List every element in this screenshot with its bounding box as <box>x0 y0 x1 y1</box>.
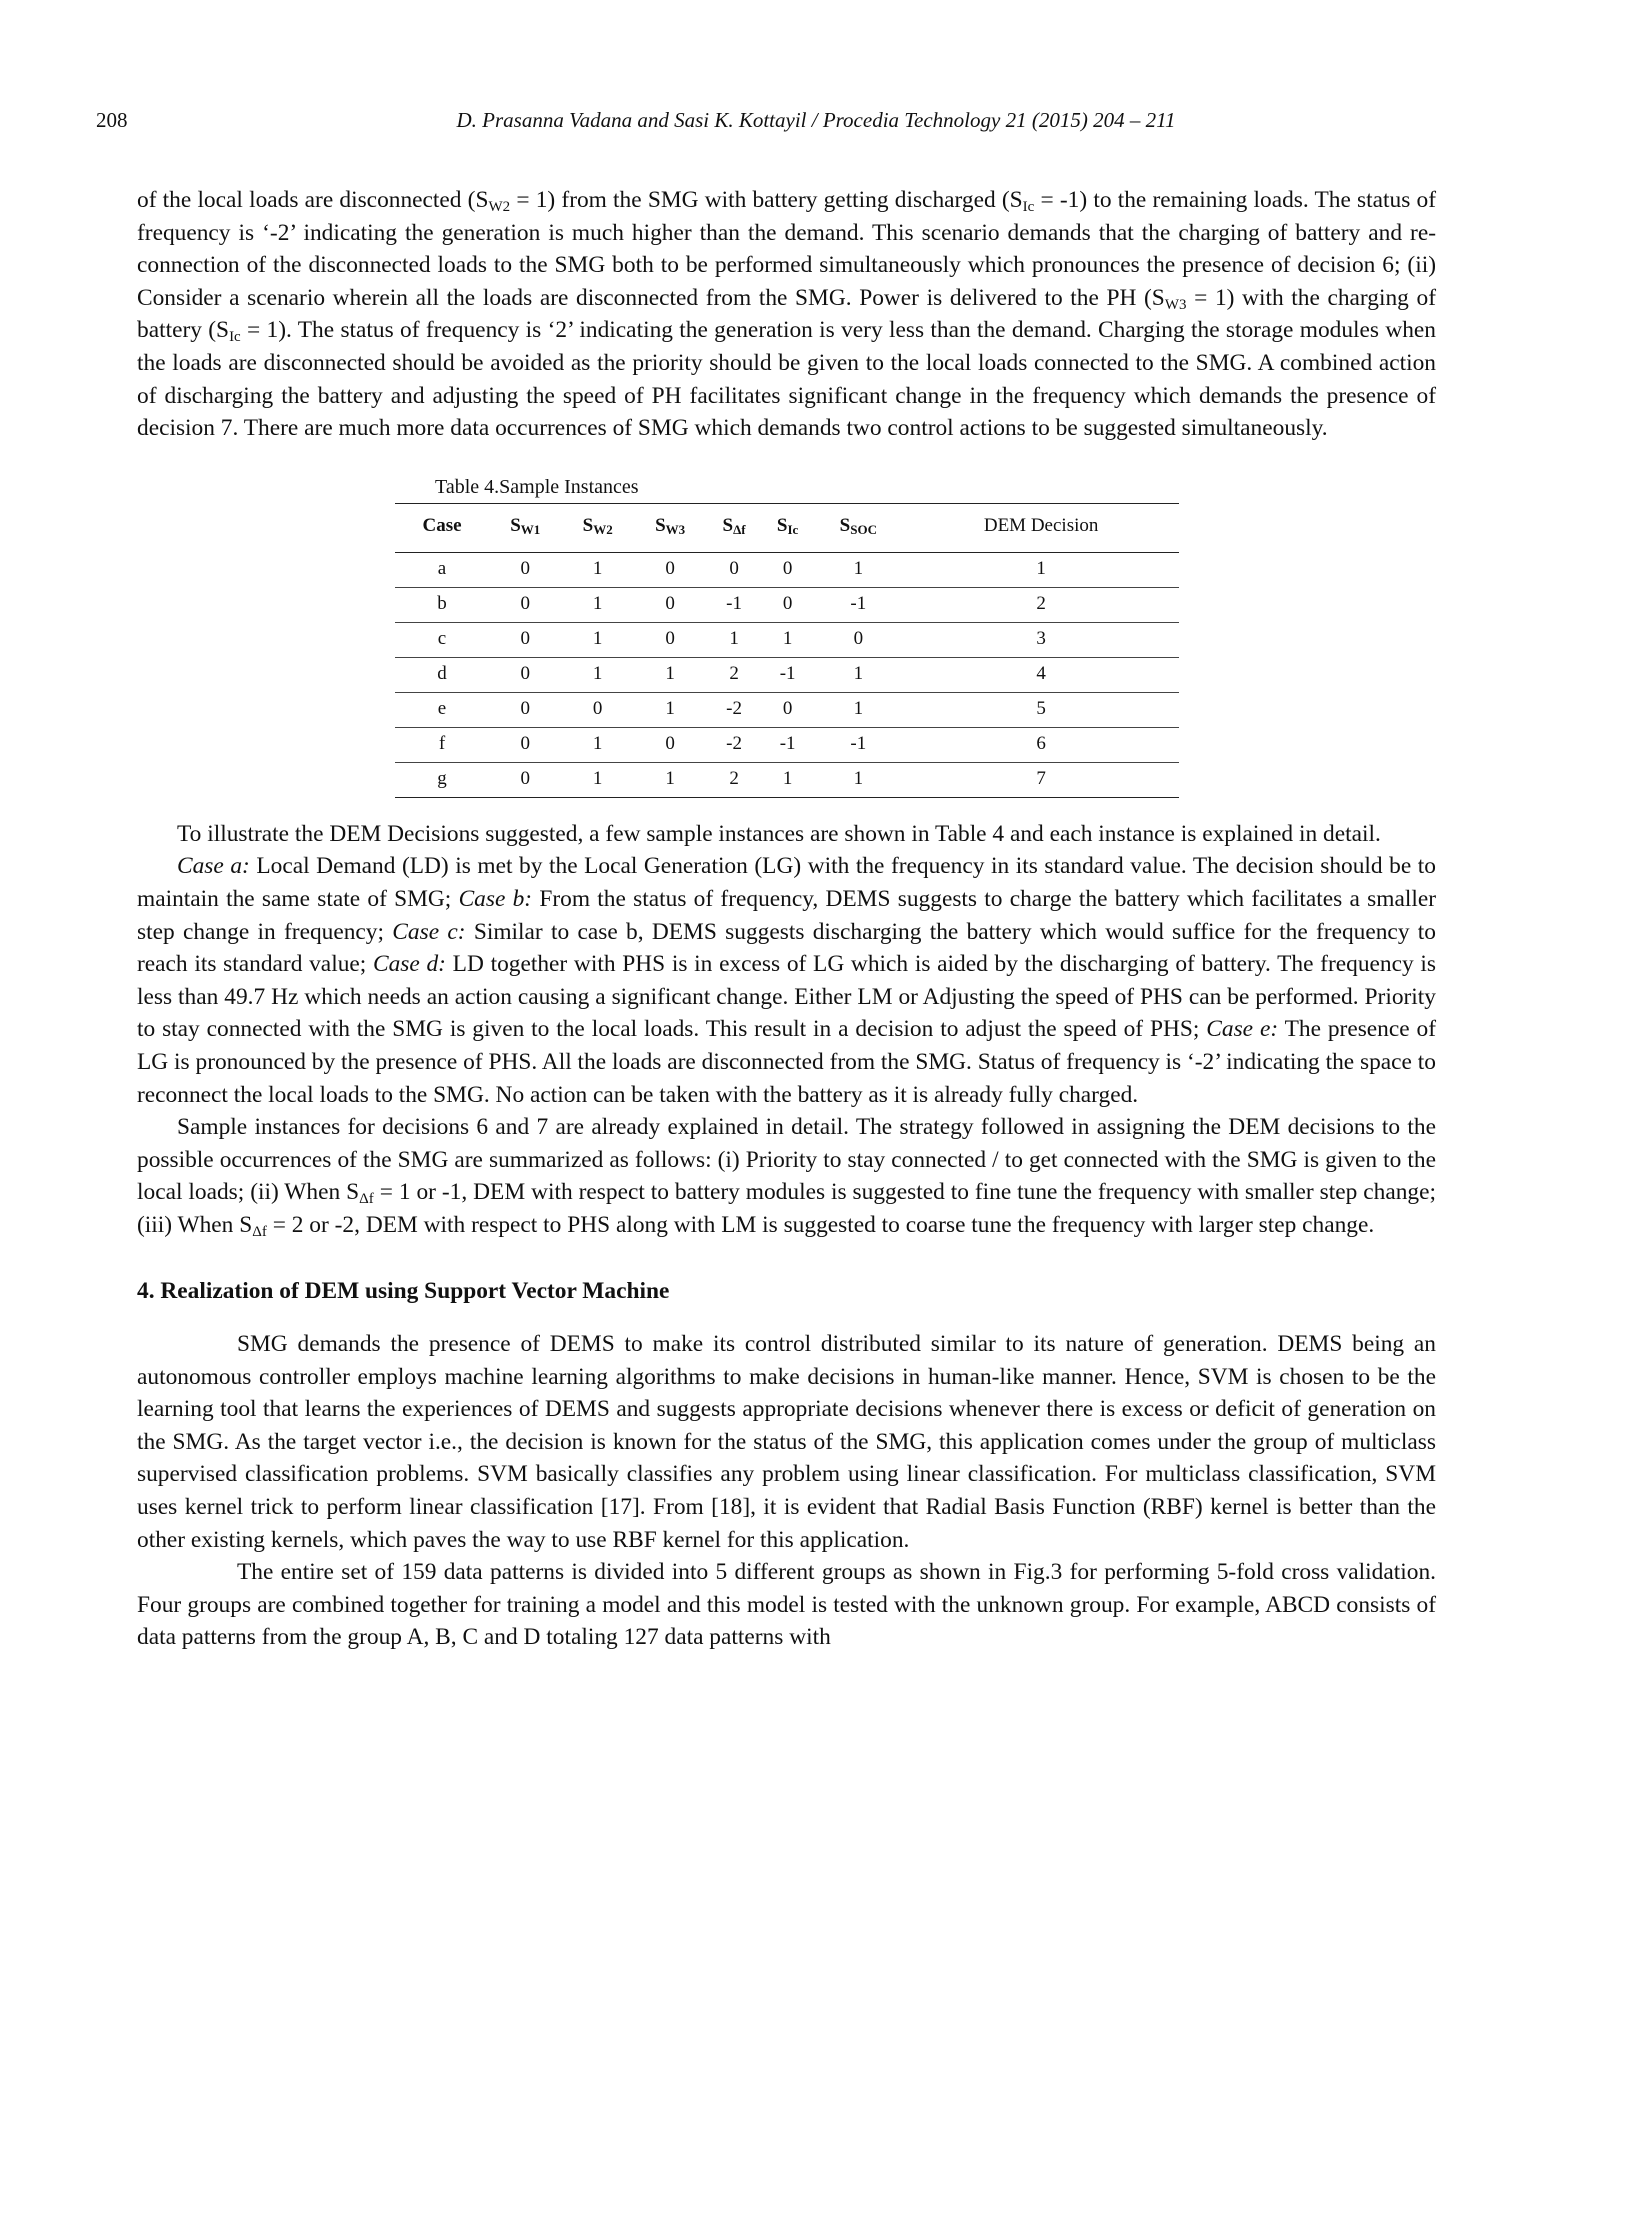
table-cell: 1 <box>903 552 1179 587</box>
table-cell: 1 <box>561 762 633 797</box>
table-row <box>395 657 1179 692</box>
paragraph-cases: Case a: Local Demand (LD) is met by the Local Generation (LG) with the frequency in its standard value. The decision should be to maintain the same state of SMG; Case b: From the status of frequency, DEMS suggests to charge the battery which facilitates a smaller step change in frequency; Case c: Similar to case b, DEMS suggests discharging the battery which would suffice for the frequency to reach its standard value; Case d: LD together with PHS is in excess of LG which is aided by the discharging of battery. The frequency is less than 49.7 Hz which needs an action causing a significant change. Either LM or Adjusting the speed of PHS can be performed. Priority to stay connected with the SMG is given to the local loads. This result in a decision to adjust the speed of PHS; Case e: The presence of LG is pronounced by the presence of PHS. All the loads are disconnected from the SMG. Status of frequency is ‘-2’ indicating the space to reconnect the local loads to the SMG. No action can be taken with the battery as it is already fully charged. <box>137 853 1437 1108</box>
table-cell: 3 <box>903 622 1179 657</box>
table-row <box>395 762 1179 797</box>
table-cell: 1 <box>634 692 706 727</box>
table-cell: -1 <box>813 727 903 762</box>
table-cell: 0 <box>489 657 561 692</box>
page-body <box>137 184 1436 1654</box>
table-cell: 1 <box>634 762 706 797</box>
table-cell: 1 <box>813 692 903 727</box>
running-header <box>96 108 1536 140</box>
table-caption: Table 4.Sample Instances <box>435 475 639 498</box>
table-cell: b <box>395 587 489 622</box>
table-row <box>395 587 1179 622</box>
table-cell: 0 <box>634 587 706 622</box>
table-cell: 1 <box>762 762 814 797</box>
table-cell: 0 <box>634 622 706 657</box>
table-cell: 0 <box>762 587 814 622</box>
table-cell: -2 <box>706 727 762 762</box>
table-cell: 0 <box>762 552 814 587</box>
table-cell: 0 <box>706 552 762 587</box>
table-cell: 0 <box>762 692 814 727</box>
table-cell: 6 <box>903 727 1179 762</box>
table-row <box>395 692 1179 727</box>
table-header-cell: SW1 <box>489 503 561 552</box>
table-cell: e <box>395 692 489 727</box>
table-cell: 4 <box>903 657 1179 692</box>
paragraph-cross-validation: The entire set of 159 data patterns is divided into 5 different groups as shown in Fig.3 for performing 5-fold cross validation. Four groups are combined together for training a model and this model is tested with the unknown group. For example, ABCD consists of data patterns from the group A, B, C and D totaling 127 data patterns with <box>137 1559 1436 1651</box>
table-cell: 1 <box>813 552 903 587</box>
paragraph-strategy: Sample instances for decisions 6 and 7 are already explained in detail. The strategy followed in assigning the DEM decisions to the possible occurrences of the SMG are summarized as follows: (i) Priority to stay connected / to get connected with the SMG is given to the local loads; (ii) When $S_{\Delta f} = 1$ or -1, DEM with respect to battery modules is suggested to fine tune the frequency with smaller step change; (iii) When $S_{\Delta f} = 2$ or -2, DEM with respect to PHS along with LM is suggested to coarse tune the frequency with larger step change. <box>137 1114 1436 1240</box>
table-cell: 0 <box>813 622 903 657</box>
page-number: 208 <box>96 108 128 132</box>
table-header-cell: SW3 <box>634 503 706 552</box>
table-cell: -1 <box>813 587 903 622</box>
table-4 <box>395 475 1179 798</box>
table-cell: -2 <box>706 692 762 727</box>
table-cell: 1 <box>813 657 903 692</box>
table-cell: -1 <box>762 727 814 762</box>
table-header-cell: Case <box>395 503 489 552</box>
table-cell: 1 <box>634 657 706 692</box>
table-cell: f <box>395 727 489 762</box>
paragraph-continuation: of the local loads are disconnected $(S_{W2} = 1)$ from the SMG with battery getting discharged $(S_{Ic} = -1)$ to the remaining loads. The status of frequency is ‘-2’ indicating the generation is much higher than the demand. This scenario demands that the charging of battery and re-connection of the disconnected loads to the SMG both to be performed simultaneously which pronounces the presence of decision 6; (ii) Consider a scenario wherein all the loads are disconnected from the SMG. Power is delivered to the PH $(S_{W3} = 1)$ with the charging of battery $(S_{Ic} = 1)$. The status of frequency is ‘2’ indicating the generation is very less than the demand. Charging the storage modules when the loads are disconnected should be avoided as the priority should be given to the local loads connected to the SMG. A combined action of discharging the battery and adjusting the speed of PH facilitates significant change in the frequency which demands the presence of decision 7. There are much more data occurrences of SMG which demands two control actions to be suggested simultaneously. <box>137 187 1437 442</box>
table-header-cell: SSOC <box>813 503 903 552</box>
table-cell: 7 <box>903 762 1179 797</box>
table-cell: 5 <box>903 692 1179 727</box>
table-cell: 1 <box>561 727 633 762</box>
paragraph-svm-intro: SMG demands the presence of DEMS to make its control distributed similar to its nature of generation. DEMS being an autonomous controller employs machine learning algorithms to make decisions in human-like manner. Hence, SVM is chosen to be the learning tool that learns the experiences of DEMS and suggests appropriate decisions whenever there is excess or deficit of generation on the SMG. As the target vector i.e., the decision is known for the status of the SMG, this application comes under the group of multiclass supervised classification problems. SVM basically classifies any problem using linear classification. For multiclass classification, SVM uses kernel trick to perform linear classification [17]. From [18], it is evident that Radial Basis Function (RBF) kernel is better than the other existing kernels, which paves the way to use RBF kernel for this application. <box>137 1331 1436 1553</box>
table-cell: 0 <box>489 587 561 622</box>
table-cell: a <box>395 552 489 587</box>
table-cell: 0 <box>489 692 561 727</box>
table-cell: 0 <box>634 727 706 762</box>
table-cell: 1 <box>706 622 762 657</box>
table-cell: 0 <box>489 622 561 657</box>
table-cell: 1 <box>561 587 633 622</box>
table-header-cell: SIc <box>762 503 814 552</box>
table-row <box>395 552 1179 587</box>
table-cell: 1 <box>561 622 633 657</box>
table-cell: d <box>395 657 489 692</box>
table-cell: 1 <box>561 552 633 587</box>
table-cell: 0 <box>561 692 633 727</box>
table-cell: 0 <box>489 727 561 762</box>
table-body <box>395 552 1179 797</box>
table-cell: g <box>395 762 489 797</box>
table-cell: 1 <box>762 622 814 657</box>
sample-instances-table <box>395 503 1179 798</box>
table-row <box>395 622 1179 657</box>
table-header-cell: SΔf <box>706 503 762 552</box>
table-cell: c <box>395 622 489 657</box>
paragraph-intro-cases: To illustrate the DEM Decisions suggested, a few sample instances are shown in Table 4 and each instance is explained in detail. <box>177 820 1381 847</box>
table-cell: 2 <box>706 762 762 797</box>
section-heading: 4. Realization of DEM using Support Vector Machine <box>137 1278 670 1305</box>
table-header-cell: SW2 <box>561 503 633 552</box>
table-row <box>395 727 1179 762</box>
running-title: D. Prasanna Vadana and Sasi K. Kottayil / Procedia Technology 21 (2015) 204 – 211 <box>456 108 1176 132</box>
table-cell: 1 <box>813 762 903 797</box>
table-cell: 0 <box>489 552 561 587</box>
table-header-cell: DEM Decision <box>903 503 1179 552</box>
table-cell: 0 <box>634 552 706 587</box>
table-cell: -1 <box>762 657 814 692</box>
table-cell: 0 <box>489 762 561 797</box>
table-cell: 1 <box>561 657 633 692</box>
table-header-row <box>395 503 1179 552</box>
table-cell: -1 <box>706 587 762 622</box>
table-cell: 2 <box>706 657 762 692</box>
table-cell: 2 <box>903 587 1179 622</box>
